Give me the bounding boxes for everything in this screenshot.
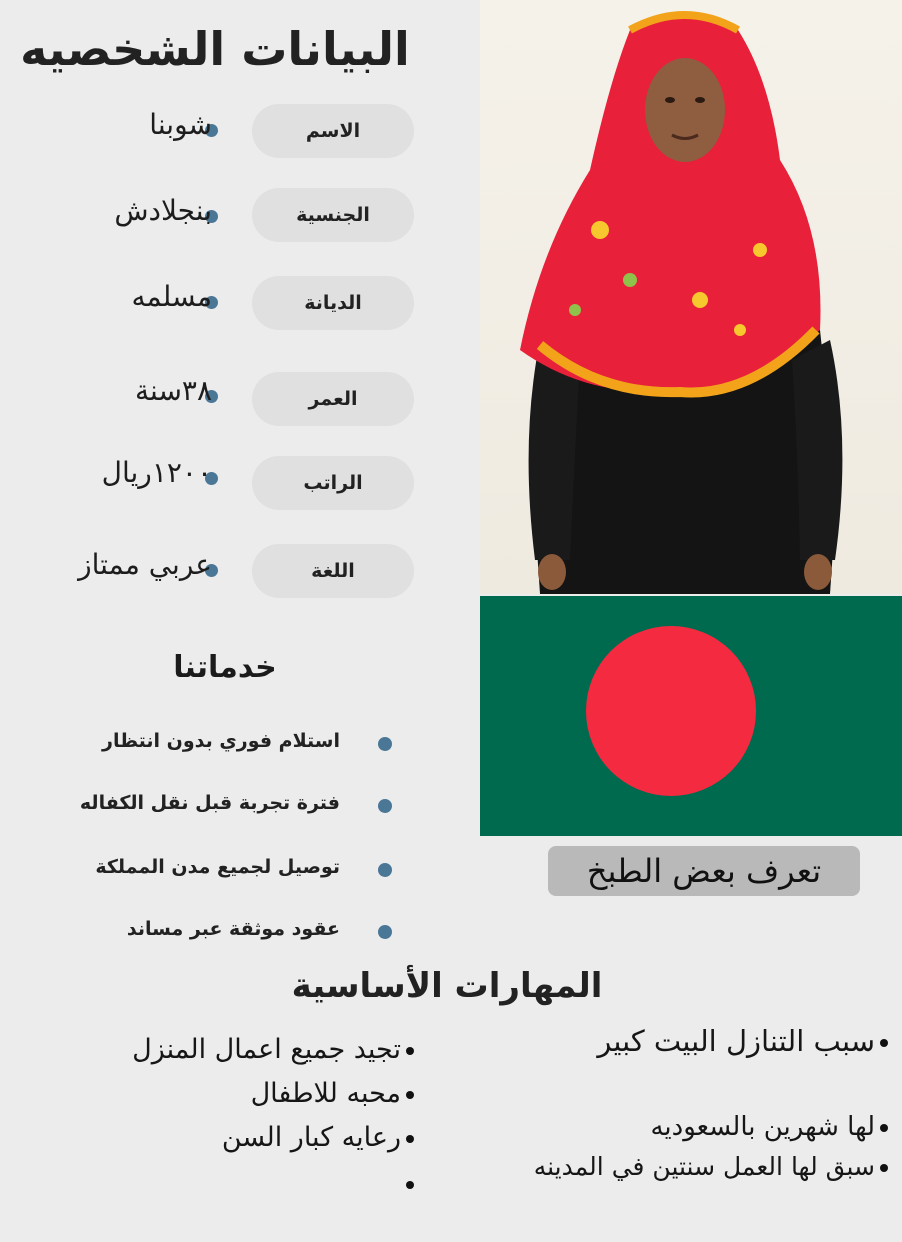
cooking-note-badge: تعرف بعض الطبخ (548, 846, 860, 896)
field-value-age: ٣٨سنة (135, 374, 212, 407)
service-item: عقود موثقة عبر مساند (126, 918, 340, 940)
service-item: توصيل لجميع مدن المملكة (95, 856, 340, 878)
field-label-nationality: الجنسية (252, 188, 414, 242)
skill-item: رعايه كبار السن (222, 1122, 414, 1153)
worker-photo (480, 0, 902, 594)
skill-item: سبب التنازل البيت كبير (597, 1024, 888, 1058)
skill-item: تجيد جميع اعمال المنزل (132, 1034, 414, 1065)
page-title: البيانات الشخصيه (20, 22, 410, 76)
field-label-salary: الراتب (252, 456, 414, 510)
bullet-dot (378, 925, 392, 939)
skill-item: لها شهرين بالسعوديه (650, 1112, 888, 1142)
field-value-language: عربي ممتاز (78, 548, 212, 581)
bullet-dot (406, 1135, 414, 1143)
field-label-language: اللغة (252, 544, 414, 598)
bullet-dot (880, 1039, 888, 1047)
bullet-dot (406, 1047, 414, 1055)
field-label-religion: الديانة (252, 276, 414, 330)
services-title: خدماتنا (173, 650, 277, 685)
bullet-dot (406, 1181, 414, 1189)
field-value-salary: ١٢٠٠ريال (101, 456, 212, 489)
skill-item: سبق لها العمل سنتين في المدينه (534, 1152, 888, 1181)
bangladesh-flag (480, 596, 902, 836)
bullet-dot (378, 799, 392, 813)
bullet-dot (880, 1124, 888, 1132)
skill-item: محبه للاطفال (251, 1078, 414, 1109)
bullet-dot (378, 737, 392, 751)
bullet-dot (378, 863, 392, 877)
skills-title: المهارات الأساسية (291, 966, 603, 1006)
service-item: فترة تجربة قبل نقل الكفاله (79, 792, 340, 814)
service-item: استلام فوري بدون انتظار (102, 730, 340, 752)
bullet-dot (880, 1164, 888, 1172)
flag-red-disc (586, 626, 756, 796)
field-label-age: العمر (252, 372, 414, 426)
field-value-nationality: بنجلادش (114, 194, 212, 227)
skill-item (401, 1168, 414, 1199)
field-value-religion: مسلمه (131, 280, 212, 313)
field-label-name: الاسم (252, 104, 414, 158)
field-value-name: شوبنا (149, 108, 212, 141)
bullet-dot (406, 1091, 414, 1099)
